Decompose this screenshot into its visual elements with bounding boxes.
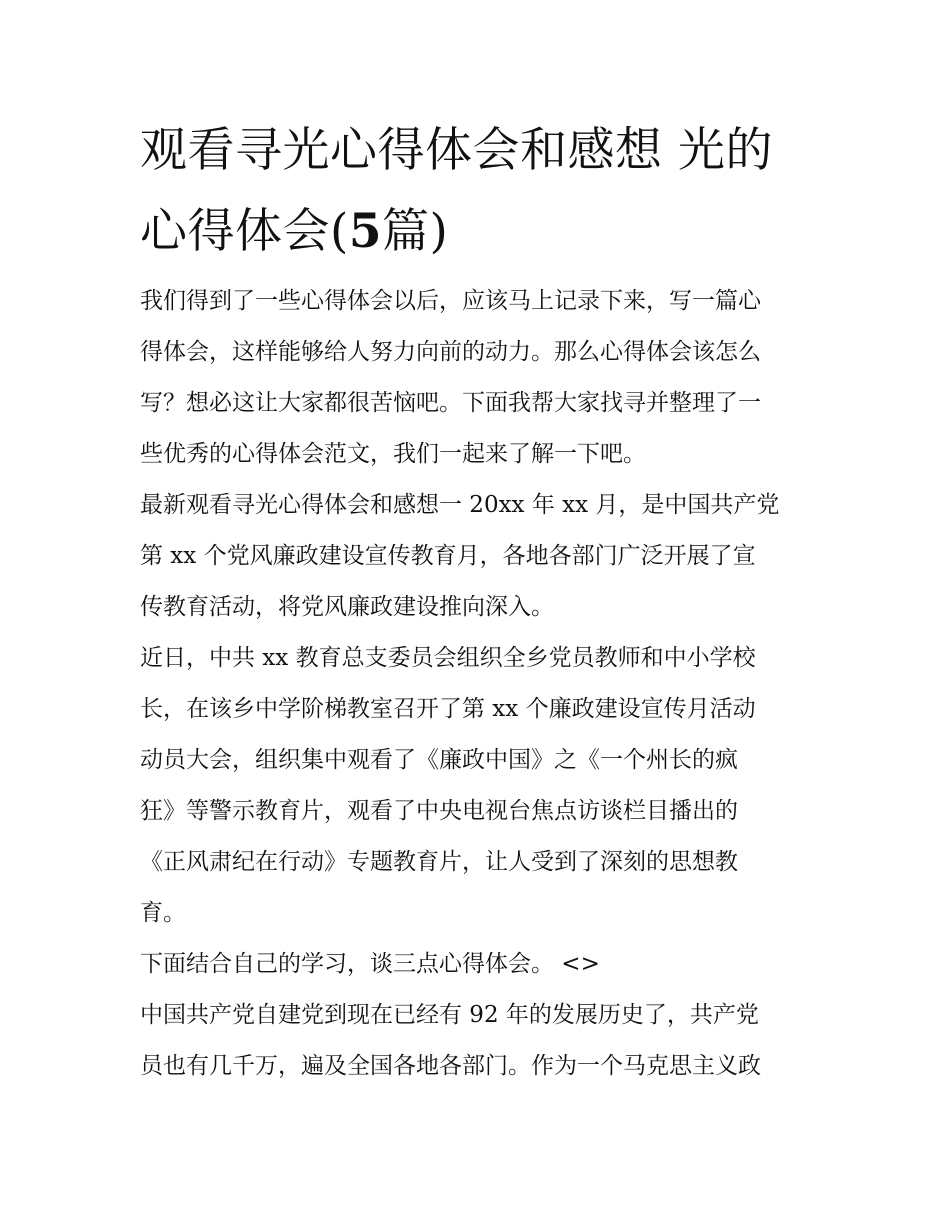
title-line-2: 心得体会(5篇) [140, 204, 449, 259]
body-line: 狂》等警示教育片，观看了中央电视台焦点访谈栏目播出的 [140, 798, 738, 824]
title-line-1: 观看寻光心得体会和感想 光的 [140, 123, 773, 178]
paragraph-party-history [140, 990, 820, 1092]
document-body [140, 276, 820, 1092]
body-line: 第 xx 个党风廉政建设宣传教育月，各地各部门广泛开展了宣 [140, 543, 756, 569]
body-line: 中国共产党自建党到现在已经有 92 年的发展历史了，共产党 [140, 1002, 759, 1028]
body-line: 育。 [140, 900, 186, 926]
body-line: 写？想必这让大家都很苦恼吧。下面我帮大家找寻并整理了一 [140, 390, 761, 416]
document-title [140, 110, 820, 272]
body-line: 我们得到了一些心得体会以后，应该马上记录下来，写一篇心 [140, 288, 761, 314]
body-line: 下面结合自己的学习，谈三点心得体会。 <> [140, 951, 600, 977]
body-line: 些优秀的心得体会范文，我们一起来了解一下吧。 [140, 441, 646, 467]
body-line: 动员大会，组织集中观看了《廉政中国》之《一个州长的疯 [140, 747, 738, 773]
body-line: 《正风肃纪在行动》专题教育片，让人受到了深刻的思想教 [140, 849, 738, 875]
paragraph-essay-one-opening [140, 480, 820, 633]
body-line: 得体会，这样能够给人努力向前的动力。那么心得体会该怎么 [140, 339, 761, 365]
body-line: 员也有几千万，遍及全国各地各部门。作为一个马克思主义政 [140, 1053, 761, 1079]
body-line: 近日，中共 xx 教育总支委员会组织全乡党员教师和中小学校 [140, 645, 756, 671]
paragraph-transition [140, 939, 820, 990]
body-line: 长，在该乡中学阶梯教室召开了第 xx 个廉政建设宣传月活动 [140, 696, 756, 722]
title-count: 5 [348, 204, 383, 259]
body-line: 最新观看寻光心得体会和感想一 20xx 年 xx 月，是中国共产党 [140, 492, 780, 518]
body-line: 传教育活动，将党风廉政建设推向深入。 [140, 594, 554, 620]
paragraph-meeting [140, 633, 820, 939]
paragraph-intro [140, 276, 820, 480]
